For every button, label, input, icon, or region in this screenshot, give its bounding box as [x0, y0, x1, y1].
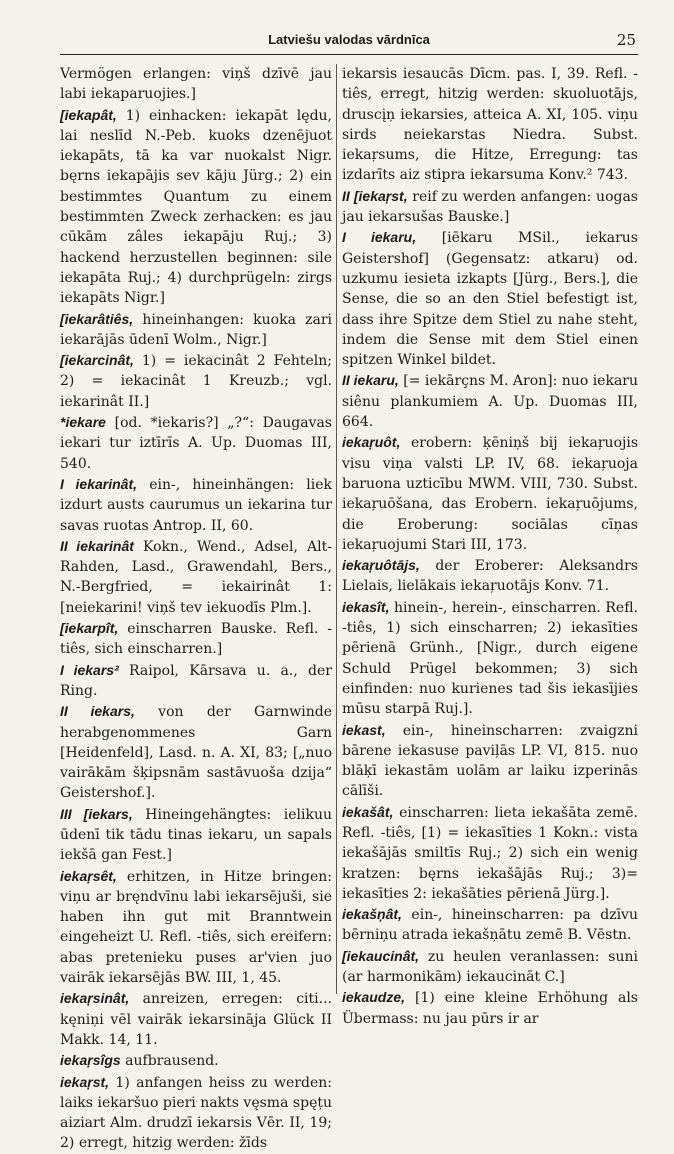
dictionary-entry	[342, 227, 638, 370]
entry-headword: *iekare	[60, 414, 106, 431]
entry-definition: ein-, hineinscharren: zvaigzni bārene iekasuse paviļās LP. VI, 815. nuo blāķī iekastām uolām ar laiku izperinās cālīši.	[342, 722, 638, 800]
right-column	[342, 64, 639, 1027]
dictionary-entry	[60, 1050, 332, 1071]
entry-definition: ein-, hineinhängen: liek izdurt austs caurumus un iekarina tur savas ruotas Antrop. II, 60.	[60, 476, 333, 534]
entry-definition: [od. *iekaris?] „?“: Daugavas iekari tur iztīrīs A. Up. Duomas III, 540.	[60, 415, 332, 472]
entry-headword: iekaŗuôt,	[342, 434, 401, 451]
entry-definition: aufbrausend.	[120, 1053, 219, 1070]
entry-definition: [iēkaru MSil., iekarus Geistershof] (Gegensatz: atkaru) od. uzkumu iesieta izkapts [Jürg., Bers.], die Sense, die so an den Stiel befestigt ist, dass ihre Spitze dem Stiel zu nahe steht, indem die Sense mit dem Stiel einen spitzen Winkel bildet.	[342, 230, 638, 369]
entry-definition: Raipol, Kārsava u. a., der Ring.	[60, 662, 332, 699]
dictionary-entry	[60, 866, 332, 989]
column-divider	[336, 64, 337, 994]
entry-headword: iekašņât,	[342, 906, 402, 923]
entry-headword: iekaŗsêt,	[60, 867, 117, 884]
dictionary-entry	[60, 474, 332, 536]
dictionary-entry	[342, 802, 638, 904]
entry-headword: [iekarpît,	[60, 620, 119, 637]
dictionary-entry	[60, 536, 332, 618]
left-column	[60, 64, 333, 1152]
entry-headword: iekaŗsîgs	[60, 1052, 121, 1069]
dictionary-entry	[342, 946, 638, 988]
entry-headword: [iekarâtiês,	[60, 310, 134, 327]
dictionary-entry	[342, 597, 638, 720]
dictionary-entry	[60, 105, 332, 309]
dictionary-entry	[342, 720, 638, 802]
dictionary-entry	[60, 64, 332, 105]
entry-definition: [1) eine kleine Erhöhung als Übermass: nu jau pūrs ir ar	[342, 990, 638, 1027]
dictionary-entry	[60, 660, 332, 702]
entry-definition: 1) = iekacinât 2 Fehteln; 2) = iekacinât 1 Kreuzb.; vgl. iekarinât II.]	[60, 353, 332, 410]
dictionary-entry	[342, 432, 638, 555]
entry-definition: erobern: ķēniņš bij iekaŗuojis visu viņa valsti LP. IV, 68. iekaŗuoja baruona uzticību MWM. VIII, 730. Subst. iekaŗuōšana, das Erobern. iekaŗuōjums, die Eroberung: sociālas cīņas iekaŗuojumi Stari III, 173.	[342, 435, 638, 553]
entry-definition: [= iekārçns M. Aron]: nuo iekaru siênu plankumiem A. Up. Duomas III, 664.	[342, 373, 639, 431]
entry-headword: II [iekaŗst,	[342, 187, 408, 204]
dictionary-entry	[60, 412, 332, 474]
entry-definition: 1) einhacken: iekapāt lędu, lai neslīd N.-Peb. kuoks dzenējuot iekapāts, tā ka var nuokalst Nigr. bęrns iekapājis sev kāju Jürg.; 2) ein bestimmtes Quantum zu einem bestimmten Zweck zerhacken: es jau cūkām zâles iekapāju Ruj.; 3) hackend herzustellen beginnen: sile iekapāta Ruj.; 4) durchprügeln: zirgs iekapāts Nigr.]	[60, 107, 332, 307]
dictionary-entry	[342, 64, 638, 186]
entry-headword: iekaudze,	[342, 989, 406, 1006]
entry-headword: I iekarinât,	[60, 475, 138, 492]
entry-definition: hinein-, herein-, einscharren. Refl. -tiês, 1) sich einscharren; 2) iekasīties pērienā Grünh., [Nigr., durch eigene Schuld Prügel bekommen; 3) sich einfinden: nuo kurienes tad šis iekasījies mūsu starpā Ruj.].	[342, 599, 638, 718]
dictionary-entry	[60, 309, 332, 351]
entry-headword: III [iekars,	[60, 805, 133, 822]
entry-definition: ein-, hineinscharren: pa dzīvu bērniņu atrada iekašņātu zemē B. Vēstn.	[342, 907, 638, 944]
dictionary-entry	[60, 988, 332, 1050]
entry-headword: iekaŗsinât,	[60, 990, 130, 1007]
entry-definition: einscharren: lieta iekašāta zemē. Refl. -tiês, [1) = iekasīties 1 Kokn.: vista iekašājās smiltīs Ruj.; 2) sich ein wenig kratzen: bęrns iekašājās Ruj.; 3)= iekasīties 2: iekašāties pērienā Jürg.].	[342, 804, 638, 902]
entry-definition: hineinhangen: kuoka zari iekarājās ūdenī Wolm., Nigr.]	[60, 311, 332, 348]
entry-headword: [iekarcinât,	[60, 352, 134, 369]
dictionary-entry	[60, 1072, 332, 1154]
entry-definition: 1) anfangen heiss zu werden: laiks iekaršuo pieri nakts vęsma spęțu aiziart Alm. drudzī iekarsis Vēr. II, 19; 2) erregt, hitzig werden: žīds	[60, 1074, 332, 1152]
dictionary-entry	[60, 350, 332, 412]
entry-definition: reif zu werden anfangen: uogas jau iekarsušas Bauske.]	[342, 188, 638, 226]
entry-headword: [iekapât,	[60, 106, 117, 123]
entry-headword: iekašât,	[342, 803, 394, 820]
dictionary-entry	[342, 904, 638, 946]
entry-headword: I iekaru,	[342, 229, 417, 246]
running-head: Latviešu valodas vārdnīca	[268, 32, 430, 47]
entry-headword: iekasît,	[342, 598, 390, 615]
entry-headword: II iekars,	[60, 703, 135, 720]
entry-headword: iekaŗuôtājs,	[342, 557, 420, 574]
entry-definition: erhitzen, in Hitze bringen: viņu ar bręndvīnu labi iekarsējuši, sie haben ihn gut mit Branntwein eingeheizt U. Refl. -tiês, sich ereifern: abas pretenieku puses ar'vien juo vairāk iekarsējās BW. III, 1, 45.	[60, 868, 332, 987]
entry-definition: von der Garnwinde herabgenommenes Garn [Heidenfeld], Lasd. n. A. XI, 83; [„nuo vairākām šķipsnām sastāvuošа dzija“ Geistershof.].	[60, 704, 333, 802]
entry-headword: II iekaru,	[342, 372, 399, 389]
entry-definition: der Eroberer: Aleksandrs Lielais, lielākais iekaŗuotājs Konv. 71.	[342, 558, 638, 595]
entry-headword: I iekars²	[60, 661, 119, 678]
page-header	[60, 30, 638, 55]
entry-headword: iekast,	[342, 721, 386, 738]
entry-definition: Kokn., Wend., Adsel, Alt-Rahden, Lasd., Grawendahl, Bers., N.-Bergfried, = iekairinât 1: [neiekarini! viņš tev iekuodīs Plm.].	[60, 538, 332, 616]
entry-headword: II iekarinât	[60, 537, 134, 554]
page-number: 25	[616, 31, 636, 49]
dictionary-entry	[60, 701, 332, 803]
dictionary-entry	[60, 804, 332, 866]
dictionary-entry	[342, 555, 638, 597]
entry-definition: Vermögen erlangen: viņš dzīvē jau labi iekaparuojies.]	[60, 66, 332, 103]
dictionary-entry	[342, 370, 638, 432]
entry-headword: iekaŗst,	[60, 1073, 110, 1090]
dictionary-entry	[342, 987, 638, 1029]
entry-definition: einscharren Bauske. Refl. -tiês, sich einscharren.]	[60, 621, 332, 658]
dictionary-entry	[342, 186, 638, 228]
entry-definition: iekarsis iesaucās Dīcm. pas. I, 39. Refl. -tiês, erregt, hitzig werden: skuoluotājs, druscįņ iekarsies, atteica A. XI, 105. viņu sirds neiekarstas Niedra. Subst. iekaŗsums, die Hitze, Erregung: tas izdarīts aiz stipra iekarsuma Konv.² 743.	[342, 66, 638, 184]
entry-definition: Hineingehängtes: ielikuu ūdenī tik tādu tinas iekaru, un sapals iekšā gan Fest.]	[60, 806, 332, 864]
entry-definition: zu heulen veranlassen: suni (ar harmonikām) iekaucināt C.]	[342, 948, 638, 986]
dictionary-entry	[60, 618, 332, 660]
entry-headword: [iekaucinât,	[342, 947, 420, 964]
entry-definition: anreizen, erregen: citi... kęniņi vēl vairāk iekarsināja Glück II Makk. 14, 11.	[60, 991, 332, 1048]
